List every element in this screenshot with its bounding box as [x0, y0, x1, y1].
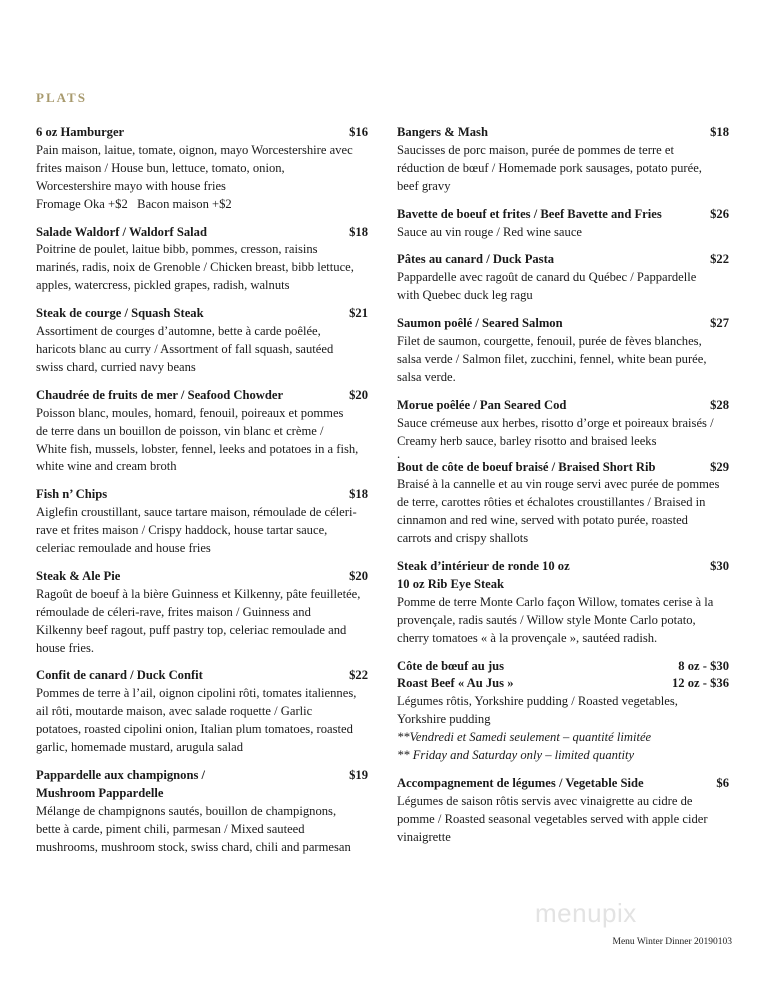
item-desc: Fromage Oka +$2 Bacon maison +$2: [36, 196, 232, 211]
menu-item: [397, 775, 729, 847]
item-desc: Pommes de terre à l’ail, oignon cipolini rôti, tomates italiennes,: [36, 686, 357, 701]
item-desc: Sauce crémeuse aux herbes, risotto d’orge et poireaux braisés /: [397, 415, 714, 430]
menu-item: [36, 486, 368, 558]
item-desc: marinés, radis, noix de Grenoble / Chicken breast, bibb lettuce,: [36, 260, 354, 275]
item-desc: Poitrine de poulet, laitue bibb, pommes, cresson, raisins: [36, 242, 318, 257]
item-desc: rave et frites maison / Crispy haddock, house tartar sauce,: [36, 523, 328, 538]
item-desc: provençale, radis sautés / Willow style Monte Carlo potato,: [397, 612, 696, 627]
item-desc: Légumes rôtis, Yorkshire pudding / Roasted vegetables,: [397, 694, 678, 709]
item-desc: bette à carde, piment chili, parmesan / Mixed sauteed: [36, 821, 305, 836]
item-desc: cherry tomatoes « à la provençale », sautéed radish.: [397, 630, 658, 645]
menu-item: [36, 224, 368, 296]
menupix-watermark-logo: [535, 890, 665, 938]
item-price: $26: [710, 206, 729, 221]
item-desc: Braisé à la cannelle et au vin rouge servi avec purée de pommes: [397, 477, 720, 492]
item-desc: beef gravy: [397, 178, 451, 193]
item-desc: de terre, carottes rôties et échalotes croustillantes / Braised in: [397, 495, 706, 510]
menu-column-right: [397, 124, 729, 847]
item-desc: Saucisses de porc maison, purée de pommes de terre et: [397, 142, 674, 157]
menu-item: [397, 206, 729, 242]
item-note: **Vendredi et Samedi seulement – quantité limitée: [397, 730, 652, 745]
item-desc: Yorkshire pudding: [397, 712, 491, 727]
item-desc: celeriac remoulade and house fries: [36, 541, 211, 556]
menu-item: [397, 558, 729, 648]
item-price: $18: [710, 125, 729, 139]
item-desc: frites maison / House bun, lettuce, tomato, onion,: [36, 160, 285, 175]
item-desc: Kilkenny beef ragout, puff pastry top, celeriac remoulade and: [36, 622, 347, 637]
item-desc: Assortiment de courges d’automne, bette à carde poêlée,: [36, 324, 321, 339]
item-price: $16: [349, 125, 368, 139]
menu-item: [397, 251, 729, 305]
item-desc: pomme / Roasted seasonal vegetables served with apple cider: [397, 811, 708, 826]
item-note: ** Friday and Saturday only – limited quantity: [397, 748, 635, 763]
item-desc: carrots and crispy shallots: [397, 531, 529, 546]
item-name: Côte de bœuf au jus: [397, 658, 505, 673]
item-price: $20: [349, 568, 368, 583]
item-desc: de terre dans un bouillon de poisson, vin blanc et crème /: [36, 423, 324, 438]
item-price: $20: [349, 387, 368, 402]
menu-item: [397, 124, 729, 196]
item-name: Bout de côte de boeuf braisé / Braised Short Rib: [397, 459, 656, 474]
item-desc: Worcestershire mayo with house fries: [36, 178, 226, 193]
item-desc: ail rôti, moutarde maison, avec salade roquette / Garlic: [36, 704, 313, 719]
item-desc: with Quebec duck leg ragu: [397, 288, 533, 303]
item-desc: Filet de saumon, courgette, fenouil, purée de fèves blanches,: [397, 334, 702, 349]
menu-item: [397, 315, 729, 387]
watermark-text: menupix: [535, 898, 637, 928]
item-price: $28: [710, 397, 729, 412]
item-name: Bavette de boeuf et frites / Beef Bavette and Fries: [397, 206, 662, 221]
item-desc: Pappardelle avec ragoût de canard du Québec / Pappardelle: [397, 270, 697, 285]
item-name: Salade Waldorf / Waldorf Salad: [36, 224, 207, 239]
item-name: Accompagnement de légumes / Vegetable Side: [397, 776, 644, 790]
menu-item: [397, 459, 729, 549]
menu-item: [36, 767, 368, 857]
item-price: 8 oz - $30: [678, 658, 729, 673]
item-desc: réduction de bœuf / Homemade pork sausages, potato purée,: [397, 160, 702, 175]
item-price: $6: [716, 776, 729, 790]
item-name: Morue poêlée / Pan Seared Cod: [397, 397, 567, 412]
item-desc: Ragoût de boeuf à la bière Guinness et Kilkenny, pâte feuilletée,: [36, 586, 361, 601]
menu-item-roast-beef: [397, 658, 729, 765]
menu-item: [36, 305, 368, 377]
item-desc: cinnamon and red wine, served with potato purée, roasted: [397, 513, 688, 528]
item-name: Confit de canard / Duck Confit: [36, 668, 203, 683]
item-price: $19: [349, 768, 368, 782]
item-name: Pappardelle aux champignons /: [36, 768, 205, 782]
section-title: PLATS: [36, 90, 87, 105]
item-desc: swiss chard, curried navy beans: [36, 359, 196, 374]
item-price: $30: [710, 559, 729, 574]
item-desc: Creamy herb sauce, barley risotto and braised leeks: [397, 433, 657, 448]
item-desc: Pomme de terre Monte Carlo façon Willow, tomates cerise à la: [397, 594, 714, 609]
item-name: Fish n’ Chips: [36, 487, 108, 502]
menu-item: [36, 124, 368, 214]
item-price: $27: [710, 316, 729, 331]
item-price: $22: [710, 252, 729, 267]
menu-item: [36, 387, 368, 477]
item-desc: Mélange de champignons sautés, bouillon de champignons,: [36, 803, 337, 818]
item-desc: White fish, mussels, lobster, fennel, leeks and potatoes in a fish,: [36, 441, 359, 456]
item-price: $29: [710, 459, 729, 474]
item-name: Saumon poêlé / Seared Salmon: [397, 316, 563, 331]
item-desc: Sauce au vin rouge / Red wine sauce: [397, 224, 582, 239]
item-name: Chaudrée de fruits de mer / Seafood Chowder: [36, 387, 284, 402]
item-subname: Roast Beef « Au Jus »: [397, 676, 514, 691]
item-desc: haricots blanc au curry / Assortment of fall squash, sautéed: [36, 341, 334, 356]
menu-item: [397, 397, 729, 461]
item-desc: Légumes de saison rôtis servis avec vinaigrette au cidre de: [397, 793, 693, 808]
menu-item: [36, 667, 368, 757]
item-name: Steak & Ale Pie: [36, 568, 121, 583]
item-desc: Pain maison, laitue, tomate, oignon, mayo Worcestershire avec: [36, 142, 353, 157]
menu-column-left: [36, 124, 368, 857]
item-desc: Aiglefin croustillant, sauce tartare maison, rémoulade de céleri-: [36, 505, 357, 520]
trailing-dot: .: [397, 446, 401, 461]
item-subname: Mushroom Pappardelle: [36, 785, 164, 800]
item-price: $21: [349, 306, 368, 321]
item-desc: rémoulade de céleri-rave, frites maison / Guinness and: [36, 604, 311, 619]
item-desc: house fries.: [36, 640, 95, 655]
item-desc: potatoes, roasted cipolini onion, Italian plum tomatoes, roasted: [36, 722, 353, 737]
item-name: Steak d’intérieur de ronde 10 oz: [397, 559, 570, 574]
menu-item: [36, 568, 368, 658]
item-desc: garlic, homemade mustard, arugula salad: [36, 740, 244, 755]
item-name: Bangers & Mash: [397, 125, 488, 139]
item-desc: apples, watercress, pickled grapes, radish, walnuts: [36, 278, 290, 293]
item-price: 12 oz - $36: [671, 676, 729, 691]
item-desc: mushrooms, mushroom stock, swiss chard, chili and parmesan: [36, 839, 351, 854]
item-desc: white wine and cream broth: [36, 459, 177, 474]
item-price: $22: [349, 668, 368, 683]
item-name: Pâtes au canard / Duck Pasta: [397, 252, 555, 267]
item-price: $18: [349, 487, 368, 502]
item-price: $18: [349, 224, 368, 239]
item-desc: Poisson blanc, moules, homard, fenouil, poireaux et pommes: [36, 405, 344, 420]
item-desc: salsa verde.: [397, 369, 456, 384]
item-desc: salsa verde / Salmon filet, zucchini, fennel, white bean purée,: [397, 351, 707, 366]
footer-menu-version: Menu Winter Dinner 20190103: [612, 937, 732, 947]
item-name: 6 oz Hamburger: [36, 125, 125, 139]
item-desc: vinaigrette: [397, 829, 451, 844]
item-subname: 10 oz Rib Eye Steak: [397, 576, 505, 591]
item-name: Steak de courge / Squash Steak: [36, 306, 204, 321]
